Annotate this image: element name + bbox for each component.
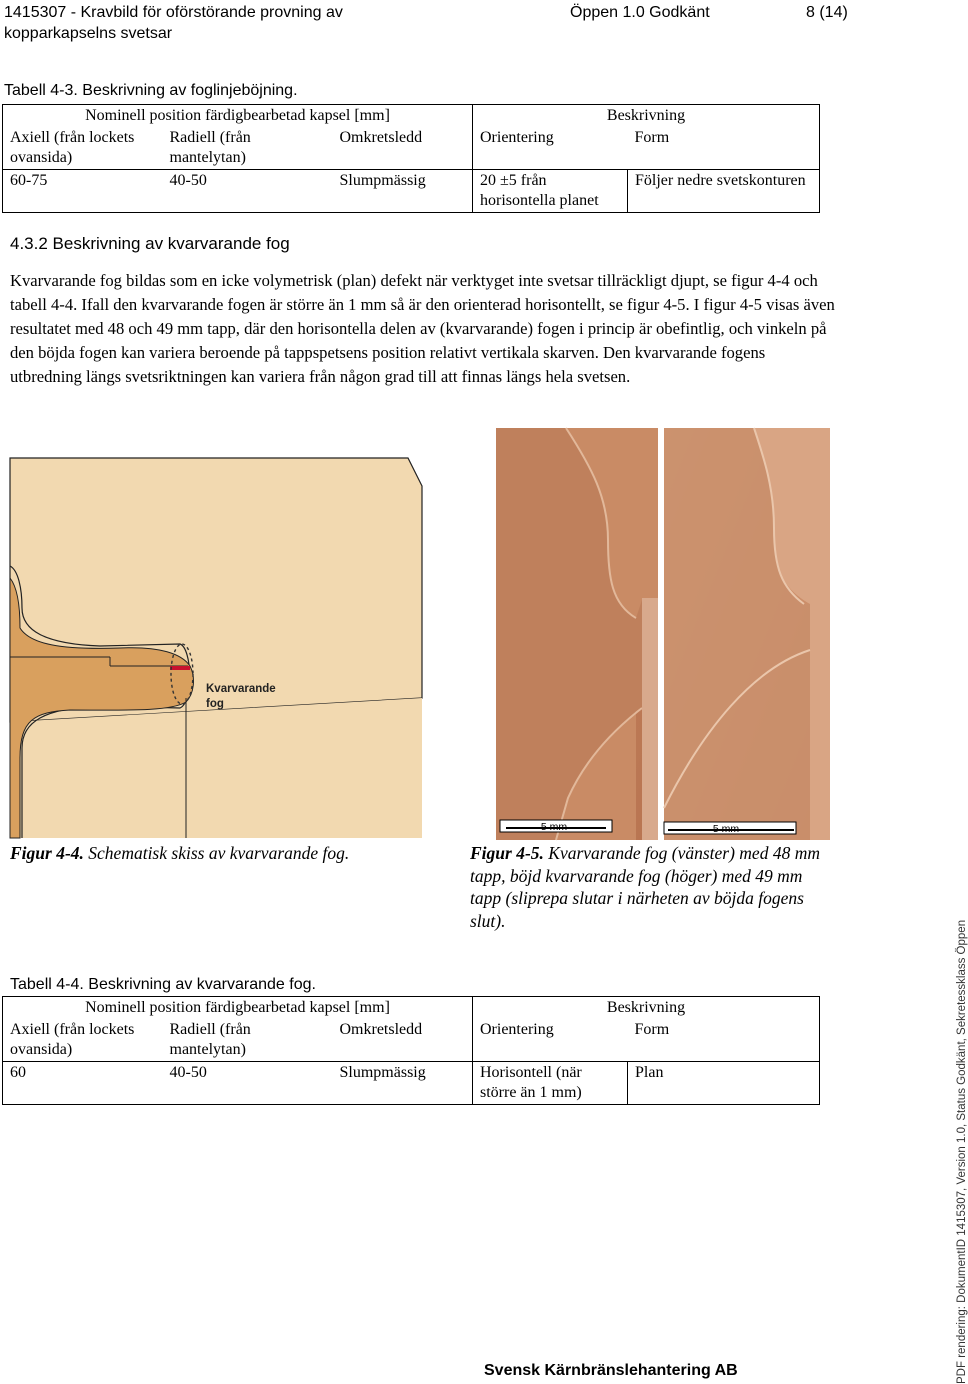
doc-title-line2: kopparkapselns svetsar <box>4 25 173 42</box>
table-header-cell: Form <box>628 1019 820 1062</box>
sketch-label-line1: Kvarvarande <box>206 683 276 695</box>
figure-4-5-caption-label: Figur 4-5. <box>470 843 544 863</box>
table-header-cell: Omkretsledd <box>333 1019 473 1062</box>
table-cell: 60 <box>3 1062 163 1105</box>
sketch-body-shape <box>10 698 422 838</box>
sketch-label-line2: fog <box>206 698 224 710</box>
micrograph-left <box>496 428 658 840</box>
table-group-header: Beskrivning <box>473 105 820 128</box>
table-cell: Horisontell (när större än 1 mm) <box>473 1062 628 1105</box>
table-cell: Följer nedre svetskonturen <box>628 170 820 213</box>
table-header-cell: Radiell (från mantelytan) <box>163 1019 333 1062</box>
table-header-cell: Form <box>628 127 820 170</box>
table-group-header: Beskrivning <box>473 997 820 1020</box>
footer-company: Svensk Kärnbränslehantering AB <box>484 1362 738 1379</box>
doc-status: Öppen 1.0 Godkänt <box>570 4 710 21</box>
scale-bar-left-label: 5 mm <box>540 821 568 833</box>
figure-4-4-sketch <box>10 458 435 838</box>
table-group-header: Nominell position färdigbearbetad kapsel [mm] <box>3 105 473 128</box>
table-cell: 40-50 <box>163 170 333 213</box>
table-row <box>3 1062 820 1105</box>
table-row <box>3 1019 820 1062</box>
figure-4-5-caption <box>470 842 830 932</box>
doc-title <box>4 2 343 44</box>
scale-bar-right-label: 5 mm <box>712 823 740 835</box>
section-heading: 4.3.2 Beskrivning av kvarvarande fog <box>10 234 290 253</box>
figure-4-4-caption-text: Schematisk skiss av kvarvarande fog. <box>83 843 350 863</box>
table-4-3-caption: Tabell 4-3. Beskrivning av foglinjeböjning. <box>4 82 298 99</box>
micrograph-right <box>664 428 830 840</box>
figure-4-4-caption <box>10 842 440 865</box>
table-cell: 40-50 <box>163 1062 333 1105</box>
table-header-cell: Axiell (från lockets ovansida) <box>3 127 163 170</box>
page-number: 8 (14) <box>806 4 848 21</box>
sketch-defect-mark <box>170 666 190 670</box>
figure-4-5-caption-text: Kvarvarande fog (vänster) med 48 mm tapp, böjd kvarvarande fog (höger) med 49 mm tapp (sliprepa slutar i närheten av böjda fogens slut). <box>470 843 820 931</box>
table-cell: 60-75 <box>3 170 163 213</box>
side-rendering-note: PDF rendering: DokumentID 1415307, Version 1.0, Status Godkänt, Sekretessklass Öppen <box>956 919 968 1384</box>
table-4-4-caption: Tabell 4-4. Beskrivning av kvarvarande fog. <box>10 976 316 993</box>
table-group-header: Nominell position färdigbearbetad kapsel [mm] <box>3 997 473 1020</box>
table-4-4 <box>2 996 820 1105</box>
table-header-cell: Orientering <box>473 127 628 170</box>
figure-4-5-micrographs <box>496 428 830 840</box>
table-cell: Slumpmässig <box>333 1062 473 1105</box>
table-cell: Plan <box>628 1062 820 1105</box>
section-paragraph: Kvarvarande fog bildas som en icke volymetrisk (plan) defekt när verktyget inte svetsar tillräckligt djupt, se figur 4-4 och tabell 4-4. Ifall den kvarvarande fogen är större än 1 mm så är den orienterad horisontellt, se figur 4-5. I figur 4-5 visas även resultatet med 48 och 49 mm tapp, där den horisontella delen av (kvarvarande) fogen i princip är obefintlig, och vinkeln på den böjda fogen kan variera beroende på tappspetsens position relativt vertikala skarven. Den kvarvarande fogens utbredning längs svetsriktningen kan variera från någon grad till att finnas längs hela svetsen. <box>10 271 835 386</box>
table-row <box>3 997 820 1020</box>
table-row <box>3 105 820 128</box>
table-cell: Slumpmässig <box>333 170 473 213</box>
table-header-cell: Radiell (från mantelytan) <box>163 127 333 170</box>
table-row <box>3 127 820 170</box>
table-4-3 <box>2 104 820 213</box>
doc-title-line1: 1415307 - Kravbild för oförstörande provning av <box>4 4 343 21</box>
table-header-cell: Axiell (från lockets ovansida) <box>3 1019 163 1062</box>
figure-4-4-caption-label: Figur 4-4. <box>10 843 84 863</box>
table-row <box>3 170 820 213</box>
table-header-cell: Orientering <box>473 1019 628 1062</box>
table-cell: 20 ±5 från horisontella planet <box>473 170 628 213</box>
table-header-cell: Omkretsledd <box>333 127 473 170</box>
